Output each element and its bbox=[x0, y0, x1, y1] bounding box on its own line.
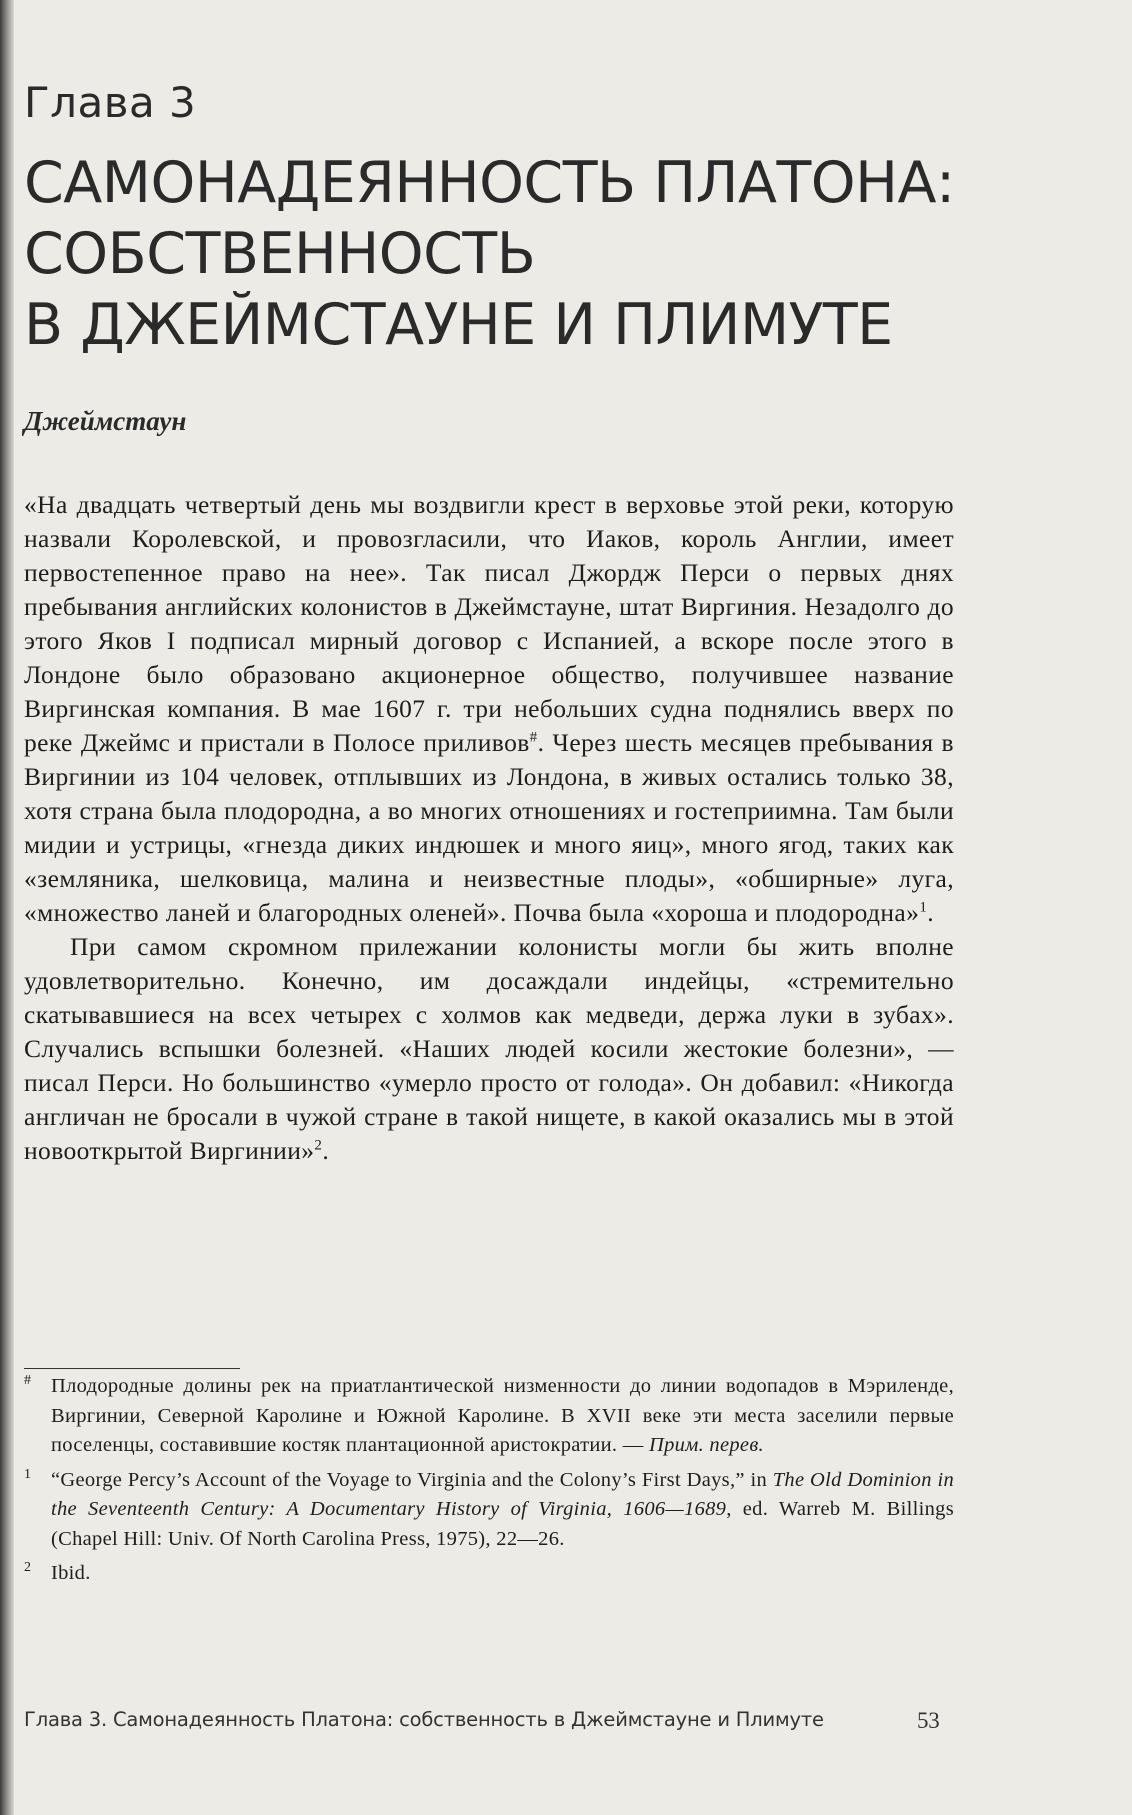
paragraph-text: . Через шесть месяцев пребывания в Виргинии из 104 человек, отплывших из Лондона, в живых остались только 38, хотя страна была плодородна, а во многих отношениях и гостеприимна. Там были мидии и устрицы, «гнезда диких индюшек и много яиц», много ягод, таких как «земляника, шелковица, малина и неизвестные плоды», «обширные» луга, «множество ланей и благородных оленей». Почва была «хороша и плодородна» bbox=[24, 728, 954, 927]
paragraph-text: «На двадцать четвертый день мы воздвигли крест в верховье этой реки, которую назвали Королевской, и провозгласили, что Иаков, король Англии, имеет первостепенное право на нее». Так писал Джордж Перси о первых днях пребывания английских колонистов в Джеймстауне, штат Виргиния. Незадолго до этого Яков I подписал мирный договор с Испанией, а вскоре после этого в Лондоне было образовано акционерное общество, получившее название Виргинская компания. В мае 1607 г. три небольших судна поднялись вверх по реке Джеймс и пристали в Полосе приливов bbox=[24, 490, 954, 757]
footnote-italic: The Old Dominion in the Seventeenth Century: A Documentary History of Virginia, 1606—1689 bbox=[51, 1468, 954, 1520]
chapter-label: Глава 3 bbox=[24, 78, 197, 127]
chapter-title-line: В ДЖЕЙМСТАУНЕ И ПЛИМУТЕ bbox=[24, 292, 893, 358]
footnote-ref: 1 bbox=[919, 899, 928, 916]
footnote-mark: # bbox=[24, 1373, 32, 1388]
page-number: 53 bbox=[917, 1708, 940, 1733]
chapter-title-line: САМОНАДЕЯННОСТЬ ПЛАТОНА: bbox=[24, 150, 955, 216]
footnote-mark: 1 bbox=[24, 1466, 32, 1482]
book-page bbox=[24, 0, 1114, 1815]
body-text bbox=[24, 488, 954, 1168]
paragraph-text: . bbox=[322, 1136, 330, 1165]
footnote-text: Плодородные долины рек на приатлантической низменности до линии водопадов в Мэриленде, Виргинии, Северной Каролине и Южной Каролине. В XVII веке эти места заселили первые поселенцы, составившие костяк плантационной аристократии. — bbox=[51, 1375, 954, 1456]
paragraph bbox=[24, 930, 954, 1168]
section-heading: Джеймстаун bbox=[24, 406, 187, 436]
footnote-italic: Прим. перев. bbox=[649, 1434, 764, 1456]
paragraph-text: . bbox=[927, 898, 934, 927]
running-footer bbox=[24, 1708, 944, 1731]
footnote-mark: 2 bbox=[24, 1560, 32, 1575]
running-title: Глава 3. Самонадеянность Платона: собственность в Джеймстауне и Плимуте bbox=[24, 1708, 824, 1731]
footnote-text: “George Percy’s Account of the Voyage to Virginia and the Colony’s First Days,” in bbox=[51, 1468, 773, 1491]
chapter-title-line: СОБСТВЕННОСТЬ bbox=[24, 221, 536, 287]
footnote-divider bbox=[24, 1368, 240, 1369]
footnote-text: , ed. Warreb M. Billings (Chapel Hill: Univ. Of North Carolina Press, 1975), 22—26. bbox=[51, 1498, 954, 1550]
paragraph bbox=[24, 488, 954, 930]
footnote-ref: # bbox=[529, 729, 538, 746]
footnote bbox=[24, 1372, 954, 1461]
footnote-text: Ibid. bbox=[51, 1562, 91, 1584]
footnote bbox=[24, 1466, 954, 1555]
footnotes bbox=[24, 1372, 954, 1589]
footnote-ref: 2 bbox=[314, 1137, 323, 1154]
page-binding-edge bbox=[0, 0, 14, 1815]
footnote bbox=[24, 1559, 954, 1589]
paragraph-text: При самом скромном прилежании колонисты могли бы жить вполне удовлетворительно. Конечно, им досаждали индейцы, «стремительно скатывавшиеся на всех четырех с холмов как медведи, держа луки в зубах». Случались вспышки болезней. «Наших людей косили жестокие болезни», — писал Перси. Но большинство «умерло просто от голода». Он добавил: «Никогда англичан не бросали в чужой стране в такой нищете, в какой оказались мы в этой новооткрытой Виргинии» bbox=[24, 932, 954, 1165]
chapter-title bbox=[24, 148, 1024, 361]
